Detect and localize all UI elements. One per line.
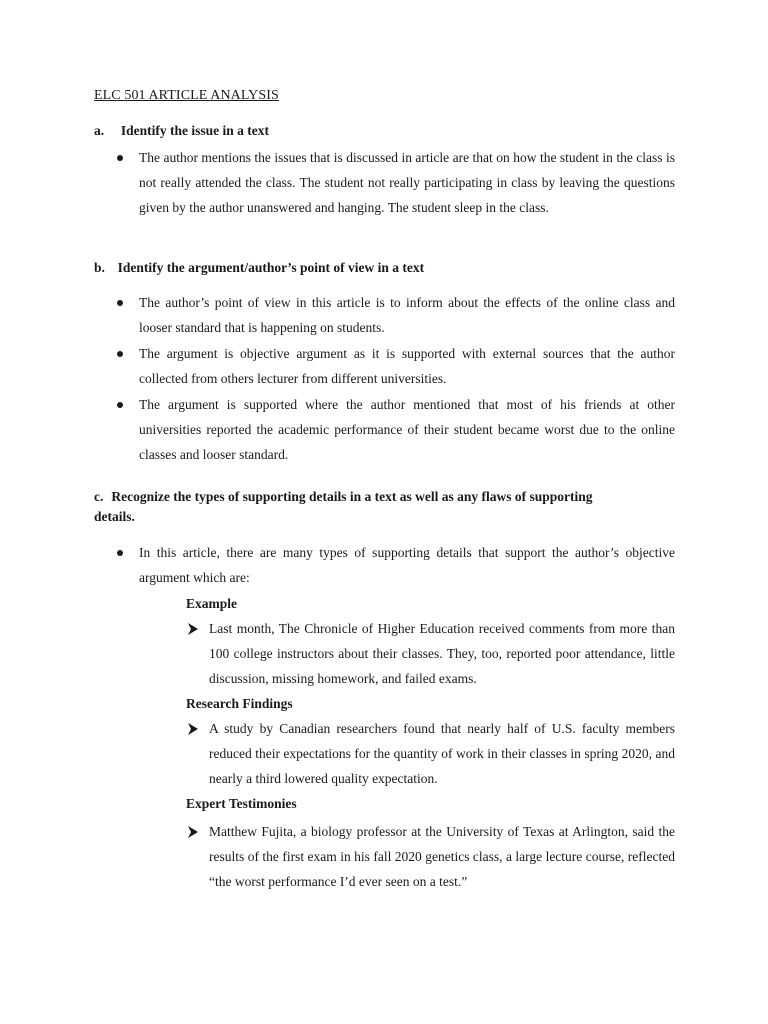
section-c-title-line1: Recognize the types of supporting details in a text as well as any flaws of supporting	[111, 489, 593, 504]
arrow-bullet-icon	[187, 622, 199, 636]
section-a-title: Identify the issue in a text	[120, 123, 269, 138]
arrow-bullet-icon	[187, 722, 199, 736]
subsection-research-title: Research Findings	[186, 696, 293, 711]
arrow-bullet-icon	[187, 825, 199, 839]
subsection-example-item: Last month, The Chronicle of Higher Education received comments from more than 100 college instructors about their classes. They, too, reported poor attendance, little discussion, missing homework, and failed exams.	[209, 621, 675, 686]
bullet-dot-icon	[117, 155, 123, 161]
section-a-label: a.	[94, 123, 105, 138]
subsection-example-title: Example	[186, 596, 238, 611]
section-c-bullet-1: In this article, there are many types of supporting details that support the author’s objective argument which are:	[139, 545, 675, 585]
section-b-bullet-2: The argument is objective argument as it is supported with external sources that the author collected from others lecturer from different universities.	[139, 346, 675, 386]
section-b-title: Identify the argument/author’s point of view in a text	[117, 260, 425, 275]
bullet-dot-icon	[117, 402, 123, 408]
section-c-heading-line2: details.	[94, 509, 135, 524]
section-c-heading	[94, 484, 676, 509]
subsection-research-item: A study by Canadian researchers found that nearly half of U.S. faculty members reduced their expectations for the quantity of work in their classes in spring 2020, and nearly a third lowered quality expectation.	[209, 721, 675, 786]
section-b-bullet-1: The author’s point of view in this article is to inform about the effects of the online class and looser standard that is happening on students.	[139, 295, 675, 335]
subsection-expert-item: Matthew Fujita, a biology professor at the University of Texas at Arlington, said the results of the first exam in his fall 2020 genetics class, a large lecture course, reflected “the worst performance I’d ever seen on a test.”	[209, 824, 675, 889]
bullet-dot-icon	[117, 550, 123, 556]
section-a-bullet-1: The author mentions the issues that is discussed in article are that on how the student in the class is not really attended the class. The student not really participating in class by leaving the questions given by the author unanswered and hanging. The student sleep in the class.	[139, 150, 675, 215]
bullet-dot-icon	[117, 300, 123, 306]
section-b-label: b.	[94, 260, 105, 275]
section-c-label: c.	[94, 489, 104, 504]
document-title: ELC 501 ARTICLE ANALYSIS	[94, 88, 279, 103]
subsection-expert-title: Expert Testimonies	[186, 796, 297, 811]
section-a-heading	[94, 123, 269, 139]
section-b-bullet-3: The argument is supported where the author mentioned that most of his friends at other universities reported the academic performance of their student became worst due to the online classes and looser standard.	[139, 397, 675, 462]
bullet-dot-icon	[117, 351, 123, 357]
section-b-heading	[94, 260, 424, 276]
